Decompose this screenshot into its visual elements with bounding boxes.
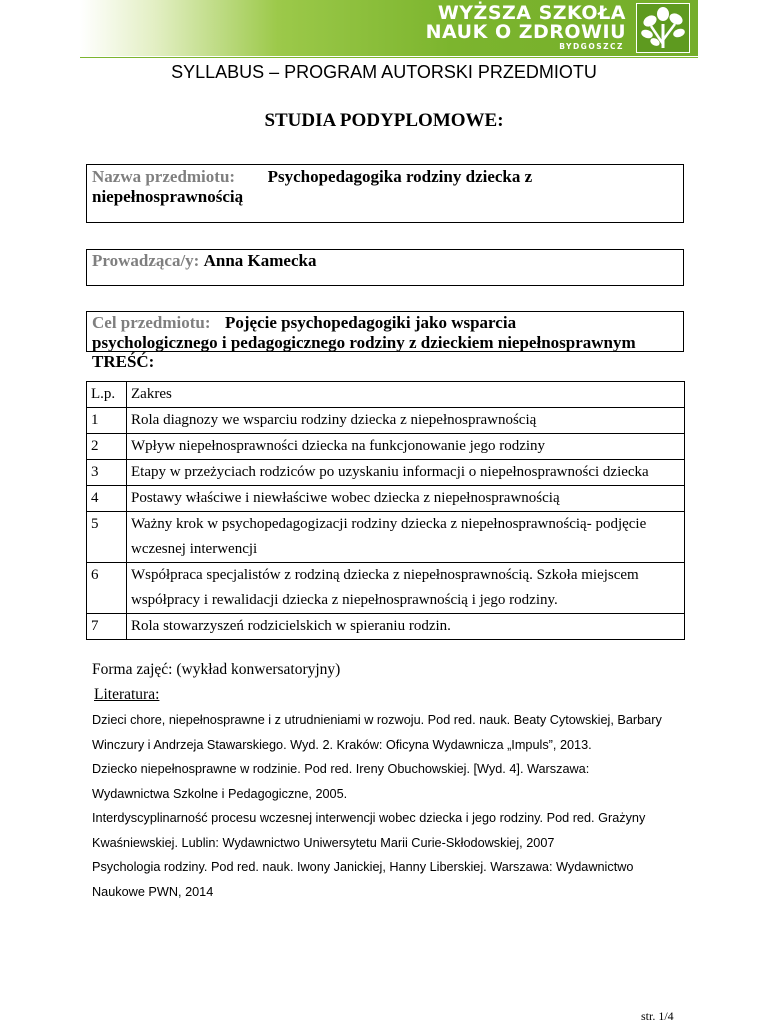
goal-label: Cel przedmiotu:	[92, 313, 211, 332]
table-row	[87, 614, 685, 640]
table-row	[87, 434, 685, 460]
table-row	[87, 563, 685, 614]
table-row	[87, 512, 685, 563]
literature-line: Kwaśniewskiej. Lublin: Wydawnictwo Uniwersytetu Marii Curie-Skłodowskiej, 2007	[92, 835, 555, 850]
row-number: 7	[87, 614, 127, 640]
page-number: str. 1/4	[641, 1009, 674, 1023]
page-subtitle: STUDIA PODYPLOMOWE:	[264, 110, 504, 131]
literature-item	[92, 708, 692, 757]
literature-line: Psychologia rodziny. Pod red. nauk. Iwony Janickiej, Hanny Liberskiej. Warszawa: Wydawnictwo	[92, 860, 634, 874]
subject-box	[86, 164, 684, 223]
instructor-value: Anna Kamecka	[203, 251, 317, 270]
subject-label: Nazwa przedmiotu:	[92, 167, 236, 186]
content-heading: TREŚĆ:	[92, 352, 155, 371]
row-scope	[127, 563, 685, 614]
row-scope: Rola diagnozy we wsparciu rodziny dziecka z niepełnosprawnością	[127, 408, 685, 434]
literature-list	[92, 708, 692, 904]
subject-value-cont: niepełnosprawnością	[92, 187, 244, 206]
row-scope	[127, 512, 685, 563]
class-form: Forma zajęć: (wykład konwersatoryjny)	[92, 661, 341, 678]
row-scope: Wpływ niepełnosprawności dziecka na funkcjonowanie jego rodziny	[127, 434, 685, 460]
row-scope-line: Współpraca specjalistów z rodziną dziecka z niepełnosprawnością. Szkoła miejscem	[131, 567, 639, 583]
tree-logo-icon	[636, 3, 690, 53]
literature-item	[92, 855, 692, 904]
header-scope: Zakres	[127, 382, 685, 408]
row-scope: Etapy w przeżyciach rodziców po uzyskaniu informacji o niepełnosprawności dziecka	[127, 460, 685, 486]
instructor-label: Prowadząca/y:	[92, 251, 200, 270]
row-number: 4	[87, 486, 127, 512]
content-table	[86, 381, 685, 640]
literature-line: Dzieci chore, niepełnosprawne i z utrudnieniami w rozwoju. Pod red. nauk. Beaty Cytowskiej, Barbary	[92, 713, 662, 727]
goal-box	[86, 311, 684, 352]
row-number: 1	[87, 408, 127, 434]
logo-line2: NAUK O ZDROWIU	[425, 21, 626, 43]
goal-value: Pojęcie psychopedagogiki jako wsparcia	[225, 313, 517, 332]
literature-line: Interdyscyplinarność procesu wczesnej interwencji wobec dziecka i jego rodziny. Pod red. Grażyny	[92, 811, 646, 825]
table-row	[87, 408, 685, 434]
literature-item	[92, 806, 692, 855]
logo-line3: BYDGOSZCZ	[559, 42, 624, 51]
literature-heading: Literatura:	[94, 686, 160, 703]
page-title: SYLLABUS – PROGRAM AUTORSKI PRZEDMIOTU	[171, 62, 597, 82]
school-logo-text	[414, 4, 626, 52]
row-scope-line: wczesnej interwencji	[131, 541, 258, 557]
subject-value: Psychopedagogika rodziny dziecka z	[267, 167, 533, 186]
row-number: 6	[87, 563, 127, 614]
table-row	[87, 486, 685, 512]
row-scope-line: współpracy i rewalidacji dziecka z niepełnosprawnością i jego rodziny.	[131, 592, 558, 608]
row-scope: Rola stowarzyszeń rodzicielskich w spieraniu rodzin.	[127, 614, 685, 640]
header-lp: L.p.	[87, 382, 127, 408]
row-scope: Postawy właściwe i niewłaściwe wobec dziecka z niepełnosprawnością	[127, 486, 685, 512]
row-scope-line: Ważny krok w psychopedagogizacji rodziny dziecka z niepełnosprawnością- podjęcie	[131, 516, 647, 532]
literature-line: Naukowe PWN, 2014	[92, 884, 214, 899]
header-rule	[80, 57, 698, 58]
row-number: 3	[87, 460, 127, 486]
literature-line: Winczury i Andrzeja Stawarskiego. Wyd. 2. Kraków: Oficyna Wydawnicza „Impuls”, 2013.	[92, 737, 592, 752]
instructor-box	[86, 249, 684, 286]
literature-line: Wydawnictwa Szkolne i Pedagogiczne, 2005.	[92, 786, 348, 801]
table-header-row	[87, 382, 685, 408]
row-number: 2	[87, 434, 127, 460]
literature-item	[92, 757, 692, 806]
logo-line1: WYŻSZA SZKOŁA	[437, 2, 626, 24]
literature-line: Dziecko niepełnosprawne w rodzinie. Pod red. Ireny Obuchowskiej. [Wyd. 4]. Warszawa:	[92, 762, 590, 776]
row-number: 5	[87, 512, 127, 563]
table-row	[87, 460, 685, 486]
goal-value-cont: psychologicznego i pedagogicznego rodziny z dzieckiem niepełnosprawnym	[92, 333, 636, 352]
